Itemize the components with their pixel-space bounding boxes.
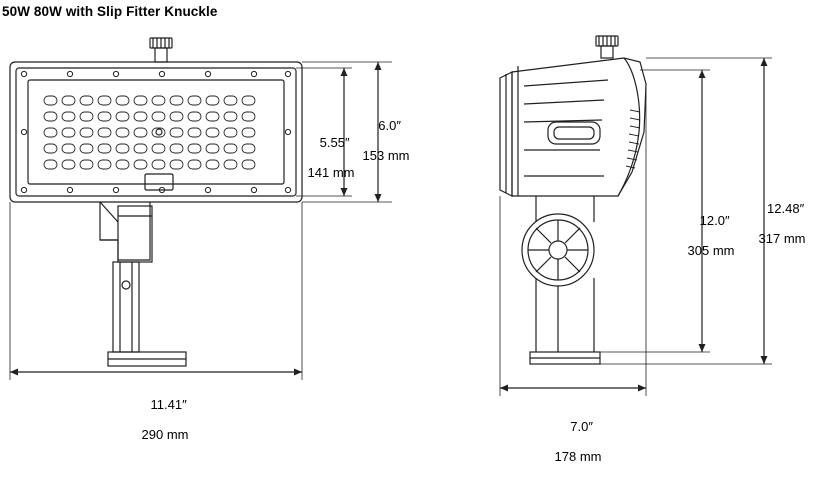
side-height-inner-inches: 12.0″ <box>699 213 730 228</box>
front-view-drawing <box>0 0 420 444</box>
side-height-outer-mm: 317 mm <box>758 231 806 246</box>
front-height-outer-mm: 153 mm <box>362 148 410 163</box>
front-height-outer-label <box>352 103 420 178</box>
side-height-inner-mm: 305 mm <box>687 243 735 258</box>
front-height-inner-mm: 141 mm <box>307 165 355 180</box>
side-height-outer-inches: 12.48″ <box>767 201 805 216</box>
front-width-mm: 290 mm <box>141 427 189 442</box>
front-height-outer-inches: 6.0″ <box>378 118 401 133</box>
side-depth-inches: 7.0″ <box>570 419 593 434</box>
side-height-inner-label <box>676 198 746 273</box>
page-title: 50W 80W with Slip Fitter Knuckle <box>2 4 218 19</box>
side-height-outer-label <box>742 186 822 261</box>
front-width-inches: 11.41″ <box>150 397 187 412</box>
front-height-inner-inches: 5.55″ <box>319 135 350 150</box>
side-depth-mm: 178 mm <box>554 449 602 464</box>
side-depth-label <box>538 404 618 479</box>
front-width-label <box>120 382 210 457</box>
